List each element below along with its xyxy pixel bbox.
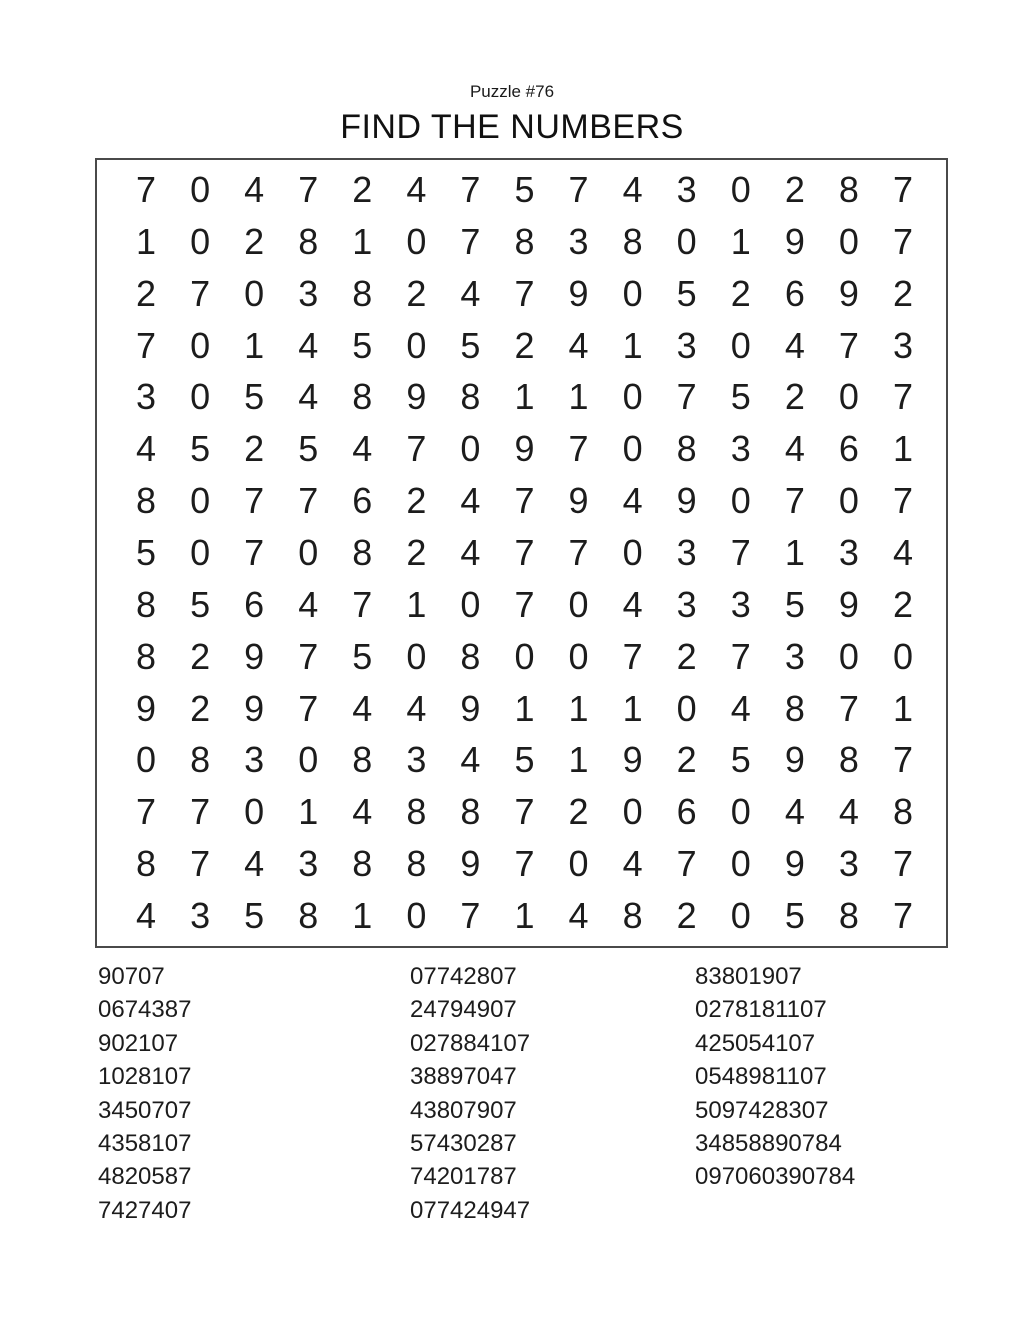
grid-cell: 2	[136, 272, 157, 314]
grid-cell: 0	[838, 376, 859, 418]
grid-cell: 2	[514, 324, 535, 366]
grid-cell: 5	[514, 739, 535, 781]
grid-cell: 9	[784, 739, 805, 781]
grid-cell: 8	[298, 220, 319, 262]
grid-cell: 1	[352, 895, 373, 937]
word-list-item: 43807907	[410, 1096, 517, 1124]
grid-cell: 7	[892, 843, 913, 885]
grid-cell: 7	[460, 168, 481, 210]
grid-cell: 7	[514, 843, 535, 885]
grid-cell: 3	[838, 531, 859, 573]
grid-cell: 3	[892, 324, 913, 366]
grid-cell: 7	[568, 531, 589, 573]
grid-cell: 0	[676, 687, 697, 729]
grid-cell: 0	[568, 583, 589, 625]
grid-cell: 7	[190, 791, 211, 833]
grid-cell: 2	[352, 168, 373, 210]
word-list-item: 24794907	[410, 996, 517, 1024]
grid-cell: 1	[622, 687, 643, 729]
word-list	[0, 960, 1024, 1240]
grid-cell: 2	[406, 531, 427, 573]
grid-cell: 8	[352, 739, 373, 781]
grid-cell: 6	[838, 428, 859, 470]
grid-cell: 4	[298, 376, 319, 418]
grid-cell: 2	[406, 480, 427, 522]
grid-cell: 3	[730, 583, 751, 625]
grid-cell: 6	[352, 480, 373, 522]
grid-cell: 0	[730, 895, 751, 937]
word-list-item: 1028107	[98, 1063, 192, 1091]
grid-cell: 7	[568, 168, 589, 210]
grid-cell: 7	[892, 168, 913, 210]
grid-cell: 8	[352, 272, 373, 314]
grid-cell: 3	[730, 428, 751, 470]
grid-cell: 7	[514, 480, 535, 522]
grid-cell: 4	[460, 531, 481, 573]
grid-cell: 0	[406, 324, 427, 366]
grid-cell: 8	[352, 843, 373, 885]
grid-cell: 5	[244, 376, 265, 418]
grid-cell: 7	[892, 480, 913, 522]
grid-cell: 6	[784, 272, 805, 314]
grid-cell: 0	[298, 531, 319, 573]
grid-cell: 5	[352, 635, 373, 677]
grid-cell: 9	[838, 272, 859, 314]
grid-cell: 8	[136, 843, 157, 885]
grid-cell: 0	[190, 168, 211, 210]
grid-cell: 7	[676, 376, 697, 418]
grid-cell: 4	[460, 272, 481, 314]
grid-cell: 8	[406, 843, 427, 885]
grid-cell: 0	[838, 220, 859, 262]
grid-cell: 3	[244, 739, 265, 781]
grid-cell: 8	[136, 583, 157, 625]
grid-cell: 7	[136, 168, 157, 210]
grid-cell: 1	[568, 739, 589, 781]
grid-cell: 0	[622, 531, 643, 573]
grid-cell: 8	[838, 895, 859, 937]
grid-cell: 1	[784, 531, 805, 573]
grid-cell: 1	[568, 376, 589, 418]
word-list-item: 7427407	[98, 1196, 192, 1224]
grid-cell: 5	[784, 895, 805, 937]
grid-cell: 4	[352, 687, 373, 729]
grid-cell: 4	[730, 687, 751, 729]
grid-cell: 4	[406, 687, 427, 729]
grid-cell: 7	[784, 480, 805, 522]
grid-cell: 0	[406, 895, 427, 937]
grid-cell: 7	[676, 843, 697, 885]
grid-cell: 7	[136, 791, 157, 833]
grid-cell: 8	[622, 220, 643, 262]
grid-cell: 7	[514, 531, 535, 573]
grid-cell: 1	[244, 324, 265, 366]
word-list-item: 90707	[98, 963, 165, 990]
grid-cell: 7	[298, 687, 319, 729]
word-list-item: 57430287	[410, 1130, 517, 1158]
grid-cell: 5	[190, 428, 211, 470]
grid-cell: 9	[784, 220, 805, 262]
grid-cell: 3	[676, 324, 697, 366]
word-list-item: 4820587	[98, 1163, 192, 1191]
grid-cell: 6	[244, 583, 265, 625]
grid-cell: 2	[244, 428, 265, 470]
grid-cell: 1	[514, 687, 535, 729]
grid-cell: 0	[730, 791, 751, 833]
grid-cell: 2	[568, 791, 589, 833]
grid-cell: 7	[892, 739, 913, 781]
grid-cell: 5	[136, 531, 157, 573]
word-list-item: 077424947	[410, 1196, 531, 1224]
grid-cell: 8	[784, 687, 805, 729]
grid-cell: 0	[460, 583, 481, 625]
word-list-item: 027884107	[410, 1029, 531, 1057]
grid-cell: 3	[568, 220, 589, 262]
grid-cell: 8	[838, 168, 859, 210]
grid-cell: 1	[352, 220, 373, 262]
grid-cell: 9	[244, 687, 265, 729]
grid-cell: 0	[568, 635, 589, 677]
grid-cell: 2	[244, 220, 265, 262]
grid-cell: 3	[298, 272, 319, 314]
grid-cell: 3	[676, 531, 697, 573]
grid-cell: 4	[406, 168, 427, 210]
grid-cell: 3	[676, 583, 697, 625]
puzzle-number: Puzzle #76	[469, 82, 555, 101]
grid-cell: 2	[784, 168, 805, 210]
word-list-column	[410, 960, 530, 1227]
grid-cell: 1	[892, 687, 913, 729]
grid-cell: 7	[514, 791, 535, 833]
grid-cell: 1	[136, 220, 157, 262]
grid-cell: 5	[784, 583, 805, 625]
grid-cell: 4	[136, 428, 157, 470]
word-list-item: 83801907	[695, 963, 802, 990]
word-list-item: 74201787	[410, 1163, 517, 1191]
grid-cell: 0	[190, 531, 211, 573]
grid-cell: 2	[892, 272, 913, 314]
grid-cell: 3	[784, 635, 805, 677]
grid-cell: 8	[622, 895, 643, 937]
grid-cell: 0	[622, 376, 643, 418]
grid-cell: 7	[514, 272, 535, 314]
grid-cell: 3	[406, 739, 427, 781]
grid-cell: 0	[730, 843, 751, 885]
word-list-item: 3450707	[98, 1096, 192, 1124]
grid-cell: 2	[676, 635, 697, 677]
grid-cell: 7	[298, 635, 319, 677]
grid-cell: 5	[730, 376, 751, 418]
grid-cell: 7	[460, 895, 481, 937]
grid-cell: 1	[514, 895, 535, 937]
grid-cell: 4	[460, 480, 481, 522]
grid-cell: 4	[784, 791, 805, 833]
grid-cell: 8	[838, 739, 859, 781]
grid-cell: 4	[892, 531, 913, 573]
grid-cell: 3	[676, 168, 697, 210]
word-list-item: 902107	[98, 1029, 179, 1057]
word-list-item: 0278181107	[695, 996, 827, 1024]
grid-cell: 1	[514, 376, 535, 418]
grid-cell: 5	[460, 324, 481, 366]
grid-cell: 4	[622, 168, 643, 210]
grid-cell: 8	[352, 376, 373, 418]
grid-cell: 2	[190, 635, 211, 677]
grid-cell: 9	[622, 739, 643, 781]
word-list-item: 34858890784	[695, 1130, 842, 1158]
grid-cell: 0	[622, 791, 643, 833]
grid-cell: 7	[352, 583, 373, 625]
grid-cell: 4	[838, 791, 859, 833]
grid-cell: 5	[730, 739, 751, 781]
grid-cell: 7	[460, 220, 481, 262]
word-list-column	[98, 960, 191, 1227]
grid-cell: 7	[892, 220, 913, 262]
grid-cell: 4	[298, 583, 319, 625]
grid-cell: 0	[514, 635, 535, 677]
grid-cell: 0	[136, 739, 157, 781]
grid-cell: 5	[676, 272, 697, 314]
grid-cell: 0	[190, 220, 211, 262]
word-list-column	[695, 960, 855, 1194]
grid-cell: 7	[838, 687, 859, 729]
grid-cell: 9	[568, 272, 589, 314]
grid-cell: 2	[190, 687, 211, 729]
grid-cell: 3	[190, 895, 211, 937]
grid-cell: 1	[406, 583, 427, 625]
grid-cell: 4	[784, 428, 805, 470]
grid-cell: 6	[676, 791, 697, 833]
grid-cell: 4	[622, 843, 643, 885]
grid-cell: 9	[784, 843, 805, 885]
word-list-item: 07742807	[410, 963, 517, 990]
word-list-item: 425054107	[695, 1029, 816, 1057]
grid-cell: 7	[838, 324, 859, 366]
grid-cell: 1	[892, 428, 913, 470]
grid-cell: 4	[568, 324, 589, 366]
grid-cell: 7	[298, 168, 319, 210]
grid-cell: 9	[244, 635, 265, 677]
grid-cell: 9	[460, 843, 481, 885]
grid-cell: 8	[676, 428, 697, 470]
grid-cell: 0	[406, 220, 427, 262]
grid-cell: 7	[244, 480, 265, 522]
grid-cell: 2	[784, 376, 805, 418]
grid-cell: 1	[622, 324, 643, 366]
grid-cell: 0	[676, 220, 697, 262]
grid-cell: 8	[406, 791, 427, 833]
page-title: FIND THE NUMBERS	[340, 108, 684, 146]
word-list-item: 5097428307	[695, 1096, 829, 1124]
grid-cell: 7	[190, 843, 211, 885]
grid-cell: 8	[190, 739, 211, 781]
grid-cell: 1	[298, 791, 319, 833]
word-list-item: 38897047	[410, 1063, 517, 1091]
grid-cell: 0	[244, 791, 265, 833]
grid-cell: 9	[568, 480, 589, 522]
grid-cell: 4	[352, 791, 373, 833]
grid-cell: 0	[244, 272, 265, 314]
grid-cell: 7	[190, 272, 211, 314]
grid-cell: 0	[298, 739, 319, 781]
grid-cell: 1	[730, 220, 751, 262]
grid-cell: 5	[352, 324, 373, 366]
grid-cell: 4	[352, 428, 373, 470]
grid-cell: 0	[622, 272, 643, 314]
word-list-item: 0674387	[98, 996, 192, 1024]
grid-cell: 8	[460, 791, 481, 833]
grid-cell: 7	[244, 531, 265, 573]
grid-cell: 0	[838, 480, 859, 522]
grid-cell: 0	[730, 168, 751, 210]
grid-cell: 2	[676, 895, 697, 937]
grid-cell: 9	[676, 480, 697, 522]
grid-cell: 4	[298, 324, 319, 366]
grid-cell: 4	[244, 843, 265, 885]
word-list-item: 0548981107	[695, 1063, 827, 1091]
word-list-item: 097060390784	[695, 1163, 856, 1191]
grid-cell: 9	[460, 687, 481, 729]
grid-cell: 7	[730, 531, 751, 573]
word-list-item: 4358107	[98, 1130, 192, 1158]
grid-cell: 9	[406, 376, 427, 418]
grid-cell: 8	[298, 895, 319, 937]
grid-cell: 4	[784, 324, 805, 366]
grid-cell: 2	[892, 583, 913, 625]
grid-cell: 8	[136, 635, 157, 677]
grid-cell: 0	[892, 635, 913, 677]
grid-cell: 2	[676, 739, 697, 781]
grid-cell: 8	[460, 635, 481, 677]
grid-cell: 8	[352, 531, 373, 573]
grid-cell: 8	[892, 791, 913, 833]
grid-cell: 4	[460, 739, 481, 781]
grid-cell: 0	[730, 480, 751, 522]
grid-cell: 7	[136, 324, 157, 366]
grid-cell: 2	[730, 272, 751, 314]
grid-cell: 5	[514, 168, 535, 210]
grid-cell: 0	[730, 324, 751, 366]
grid-cell: 5	[298, 428, 319, 470]
grid-cell: 0	[406, 635, 427, 677]
grid-cell: 0	[460, 428, 481, 470]
grid-cell: 9	[514, 428, 535, 470]
grid-cell: 0	[190, 324, 211, 366]
grid-cell: 4	[136, 895, 157, 937]
grid-cell: 5	[244, 895, 265, 937]
grid-cell: 7	[406, 428, 427, 470]
grid-cell: 7	[892, 376, 913, 418]
grid-cell: 0	[190, 480, 211, 522]
grid-cell: 9	[838, 583, 859, 625]
grid-cell: 4	[244, 168, 265, 210]
grid-cell: 7	[568, 428, 589, 470]
number-grid	[95, 158, 948, 948]
grid-cell: 3	[136, 376, 157, 418]
grid-cell: 7	[892, 895, 913, 937]
grid-cell: 5	[190, 583, 211, 625]
grid-cell: 4	[568, 895, 589, 937]
grid-cell: 7	[622, 635, 643, 677]
grid-cell: 7	[514, 583, 535, 625]
grid-cell: 2	[406, 272, 427, 314]
grid-cell: 0	[190, 376, 211, 418]
grid-cell: 7	[298, 480, 319, 522]
grid-cell: 8	[514, 220, 535, 262]
grid-cell: 3	[298, 843, 319, 885]
grid-cell: 9	[136, 687, 157, 729]
grid-cell: 0	[568, 843, 589, 885]
grid-cell: 8	[460, 376, 481, 418]
grid-cell: 0	[838, 635, 859, 677]
grid-cell: 3	[838, 843, 859, 885]
grid-cell: 4	[622, 480, 643, 522]
grid-cell: 4	[622, 583, 643, 625]
grid-cell: 7	[730, 635, 751, 677]
grid-cell: 1	[568, 687, 589, 729]
grid-cell: 8	[136, 480, 157, 522]
grid-cell: 0	[622, 428, 643, 470]
